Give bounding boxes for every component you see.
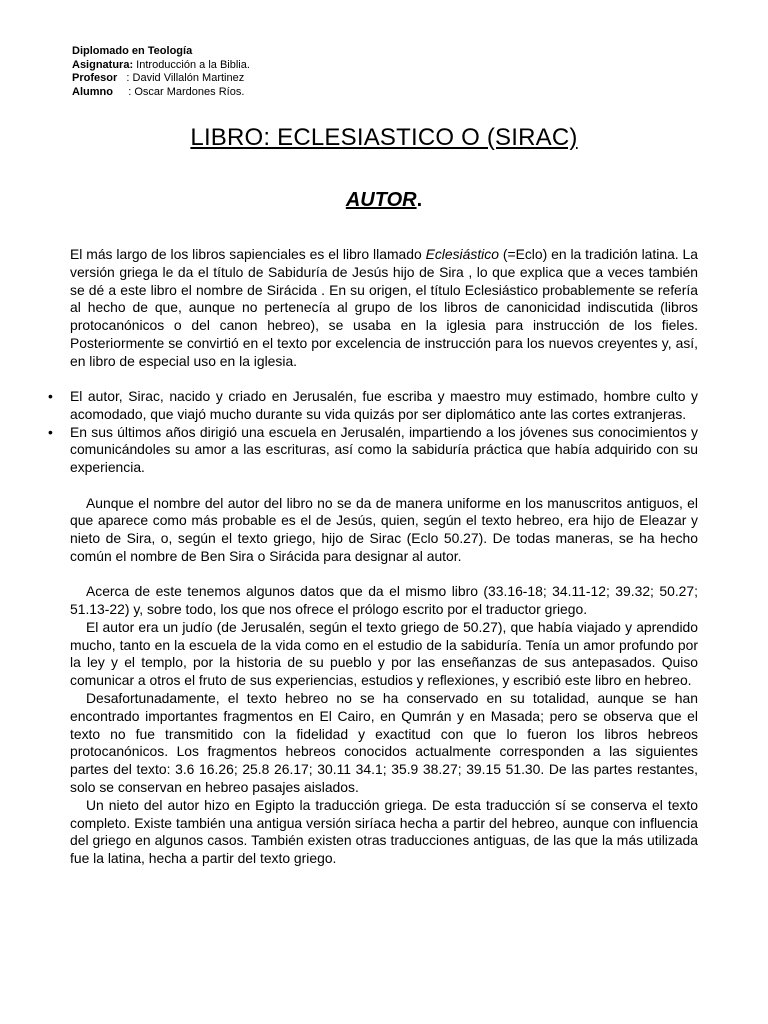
header-subject-label: Asignatura: <box>72 58 134 71</box>
header-student <box>72 86 250 100</box>
header-course: Diplomado en Teología <box>72 45 193 57</box>
document-header <box>72 45 250 99</box>
header-subject <box>72 59 250 73</box>
paragraph-author-profile: El autor era un judío (de Jerusalén, según el texto griego de 50.27), que había viajado y aprendido mucho, tanto en la escuela de la vida como en el estudio de la sabiduría. Tenía un amor profundo por la ley y el templo, por la historia de su pueblo y por las enseñanzas de sus antepasados. Quiso comunicar a otros el fruto de sus experiencias, estudios y reflexiones, y escribió este libro en hebreo. <box>70 618 698 689</box>
section-heading-dot: . <box>416 189 423 211</box>
header-subject-value: Introducción a la Biblia. <box>133 58 250 71</box>
bullet-icon: • <box>48 423 53 440</box>
header-student-label: Alumno <box>72 85 113 98</box>
header-professor-label: Profesor <box>72 72 118 84</box>
list-item: • El autor, Sirac, nacido y criado en Jerusalén, fue escriba y maestro muy estimado, hombre culto y acomodado, que viajó mucho durante su vida quizás por ser diplomático ante las cortes extranjeras. <box>48 388 698 422</box>
paragraph-translations: Un nieto del autor hizo en Egipto la traducción griega. De esta traducción sí se conserva el texto completo. Existe también una antigua versión siríaca hecha a partir del hebreo, aunque con influencia del griego en algunos casos. También existen otras traducciones antiguas, de las que la más utilizada fue la latina, hecha a partir del texto griego. <box>70 796 698 867</box>
header-professor <box>72 72 250 86</box>
section-heading <box>0 188 768 212</box>
intro-italic-term: Eclesiástico <box>425 246 499 262</box>
document-body <box>48 246 698 868</box>
bullet-list <box>48 388 698 477</box>
section-heading-word: AUTOR <box>345 189 417 211</box>
paragraph-hebrew-text: Desafortunadamente, el texto hebreo no se ha conservado en su totalidad, aunque se han encontrado importantes fragmentos en El Cairo, en Qumrán y en Masada; pero se observa que el texto no fue transmitido con la fidelidad y exactitud con que lo fueron los libros hebreos protocanónicos. Los fragmentos hebreos conocidos actualmente corresponden a las siguientes partes del texto: 3.6 16.26; 25.8 26.17; 30.11 34.1; 35.9 38.27; 39.15 51.30. De las partes restantes, solo se conservan en hebreo pasajes aislados. <box>70 690 698 796</box>
header-professor-value: : David Villalón Martinez <box>117 72 245 84</box>
bullet-icon: • <box>48 388 53 405</box>
paragraph-data-sources: Acerca de este tenemos algunos datos que da el mismo libro (33.16-18; 34.11-12; 39.32; 50.27; 51.13-22) y, sobre todo, los que nos ofrece el prólogo escrito por el traductor griego. <box>70 583 698 618</box>
document-title: LIBRO: ECLESIASTICO O (SIRAC) <box>190 124 578 151</box>
paragraph-author-name: Aunque el nombre del autor del libro no se da de manera uniforme en los manuscritos antiguos, el que aparece como más probable es el de Jesús, quien, según el texto hebreo, era hijo de Eleazar y nieto de Sira, o, según el texto griego, hijo de Sirac (Eclo 50.27). De todas maneras, se ha hecho común el nombre de Ben Sira o Sirácida para designar al autor. <box>70 494 698 564</box>
header-student-value: : Oscar Mardones Ríos. <box>112 85 245 98</box>
intro-paragraph: El más largo de los libros sapienciales es el libro llamado Eclesiástico (=Eclo) en la tradición latina. La versión griega le da el título de Sabiduría de Jesús hijo de Sira , lo que explica que a veces también se dé a este libro el nombre de Sirácida . En su origen, el título Eclesiástico probablemente se refería al hecho de que, aunque no pertenecía al grupo de los libros de canonicidad indiscutida (libros protocanónicos o del canon hebreo), se usaba en la iglesia para instrucción de los fieles. Posteriormente se convirtió en el texto por excelencia de instrucción para los nuevos creyentes y, así, en libro de especial uso en la iglesia. <box>70 246 698 369</box>
list-item: • En sus últimos años dirigió una escuela en Jerusalén, impartiendo a los jóvenes sus conocimientos y comunicándoles su amor a las escrituras, así como la sabiduría práctica que había adquirido con su experiencia. <box>48 423 698 476</box>
